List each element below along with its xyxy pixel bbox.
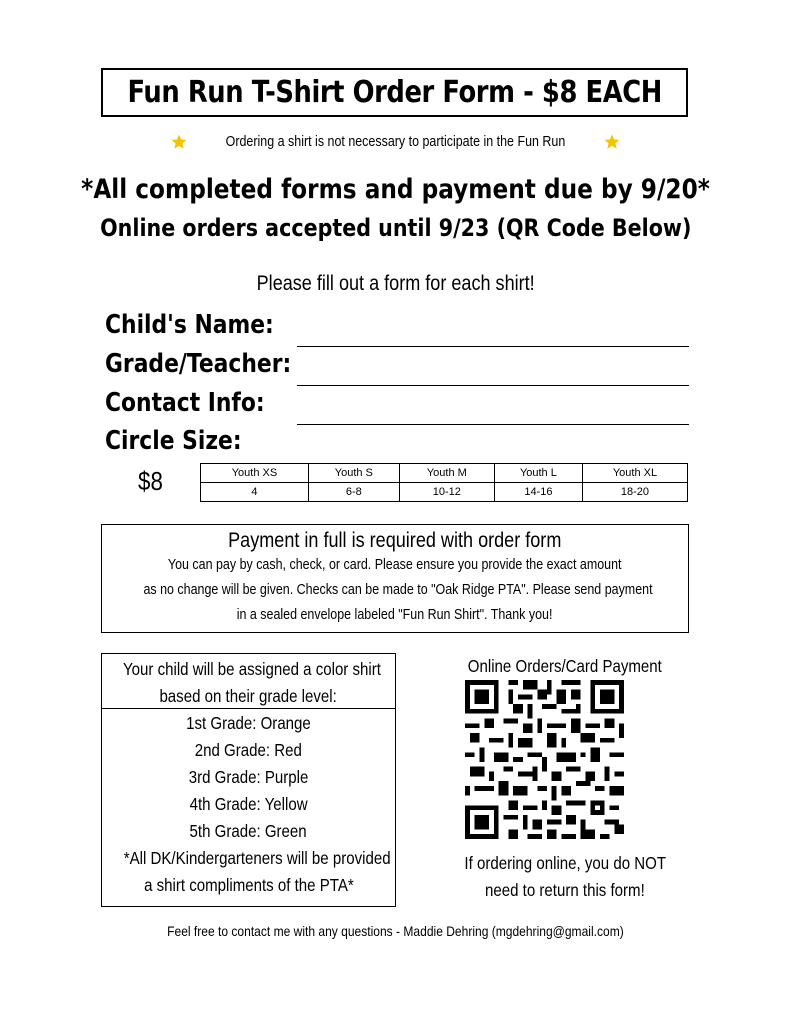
star-icon bbox=[603, 133, 621, 151]
grade-header-text: Your child will be assigned a color shirt bbox=[122, 659, 381, 679]
size-range-l[interactable]: 14-16 bbox=[494, 483, 582, 502]
grade-item-text: 4th Grade: Yellow bbox=[189, 794, 308, 814]
size-name-row bbox=[201, 464, 688, 483]
contact-info-label: Contact Info: bbox=[105, 388, 265, 418]
grade-item-text: 3rd Grade: Purple bbox=[188, 767, 309, 787]
payment-line-text: You can pay by cash, check, or card. Please ensure you provide the exact amount bbox=[168, 557, 622, 573]
grade-list bbox=[102, 709, 395, 899]
online-note-line bbox=[420, 877, 710, 904]
size-range-s[interactable]: 6-8 bbox=[308, 483, 399, 502]
grade-color-header bbox=[102, 654, 395, 709]
due-date-notice bbox=[0, 174, 791, 205]
size-range-m[interactable]: 10-12 bbox=[399, 483, 494, 502]
price-text: $8 bbox=[138, 466, 163, 496]
payment-line bbox=[102, 578, 688, 603]
grade-teacher-field[interactable] bbox=[297, 385, 689, 386]
grade-item bbox=[102, 818, 395, 845]
size-range-xs[interactable]: 4 bbox=[201, 483, 309, 502]
due-date-text: *All completed forms and payment due by 9/20* bbox=[81, 174, 710, 205]
size-option-s[interactable]: Youth S bbox=[308, 464, 399, 483]
grade-header-text: based on their grade level: bbox=[159, 686, 338, 706]
size-table bbox=[200, 463, 688, 502]
grade-item bbox=[102, 845, 395, 872]
size-option-xl[interactable]: Youth XL bbox=[582, 464, 687, 483]
online-note-text: need to return this form! bbox=[485, 880, 645, 900]
participation-note bbox=[0, 133, 791, 151]
qr-code-icon[interactable] bbox=[465, 680, 624, 839]
size-option-xs[interactable]: Youth XS bbox=[201, 464, 309, 483]
contact-info-field[interactable] bbox=[297, 424, 689, 425]
payment-line-text: as no change will be given. Checks can be made to "Oak Ridge PTA". Please send payment bbox=[143, 582, 653, 598]
grade-header-line bbox=[102, 683, 395, 710]
online-note-text: If ordering online, you do NOT bbox=[464, 853, 666, 873]
online-note-line bbox=[420, 850, 710, 877]
grade-item bbox=[102, 737, 395, 764]
instruction-text: Please fill out a form for each shirt! bbox=[256, 272, 535, 295]
grade-item-text: 1st Grade: Orange bbox=[186, 713, 311, 733]
child-name-field[interactable] bbox=[297, 346, 689, 347]
contact-footer-text: Feel free to contact me with any questions - Maddie Dehring (mgdehring@gmail.com) bbox=[167, 923, 624, 939]
grade-item bbox=[102, 791, 395, 818]
grade-color-box bbox=[101, 653, 396, 907]
grade-item-text: 2nd Grade: Red bbox=[194, 740, 303, 760]
online-deadline-text: Online orders accepted until 9/23 (QR Code Below) bbox=[99, 214, 692, 242]
instruction bbox=[0, 272, 791, 296]
online-orders-title bbox=[420, 653, 710, 680]
online-note bbox=[420, 850, 710, 904]
grade-header-line bbox=[102, 656, 395, 683]
title-box bbox=[101, 68, 688, 117]
grade-item bbox=[102, 764, 395, 791]
payment-line bbox=[102, 553, 688, 578]
online-orders-title-line bbox=[420, 653, 710, 680]
size-range-row bbox=[201, 483, 688, 502]
grade-item-text: *All DK/Kindergarteners will be provided bbox=[123, 848, 391, 868]
grade-item-text: 5th Grade: Green bbox=[189, 821, 308, 841]
grade-item bbox=[102, 710, 395, 737]
price-label bbox=[136, 466, 165, 497]
star-icon bbox=[170, 133, 188, 151]
size-option-l[interactable]: Youth L bbox=[494, 464, 582, 483]
grade-item bbox=[102, 872, 395, 899]
contact-footer bbox=[0, 923, 791, 939]
grade-item-text: a shirt compliments of the PTA* bbox=[143, 875, 354, 895]
circle-size-label: Circle Size: bbox=[105, 426, 242, 456]
size-range-xl[interactable]: 18-20 bbox=[582, 483, 687, 502]
child-name-label: Child's Name: bbox=[105, 310, 274, 340]
payment-title-text: Payment in full is required with order form bbox=[228, 529, 562, 552]
payment-box bbox=[101, 524, 689, 633]
grade-teacher-label: Grade/Teacher: bbox=[105, 349, 292, 379]
online-deadline-notice bbox=[0, 214, 791, 242]
online-orders-title-text: Online Orders/Card Payment bbox=[467, 656, 663, 676]
size-option-m[interactable]: Youth M bbox=[399, 464, 494, 483]
payment-line-text: in a sealed envelope labeled "Fun Run Shirt". Thank you! bbox=[237, 607, 553, 623]
payment-title bbox=[102, 529, 688, 553]
payment-line bbox=[102, 603, 688, 628]
participation-note-text: Ordering a shirt is not necessary to participate in the Fun Run bbox=[225, 134, 566, 150]
page-title: Fun Run T-Shirt Order Form - $8 EACH bbox=[127, 75, 662, 110]
